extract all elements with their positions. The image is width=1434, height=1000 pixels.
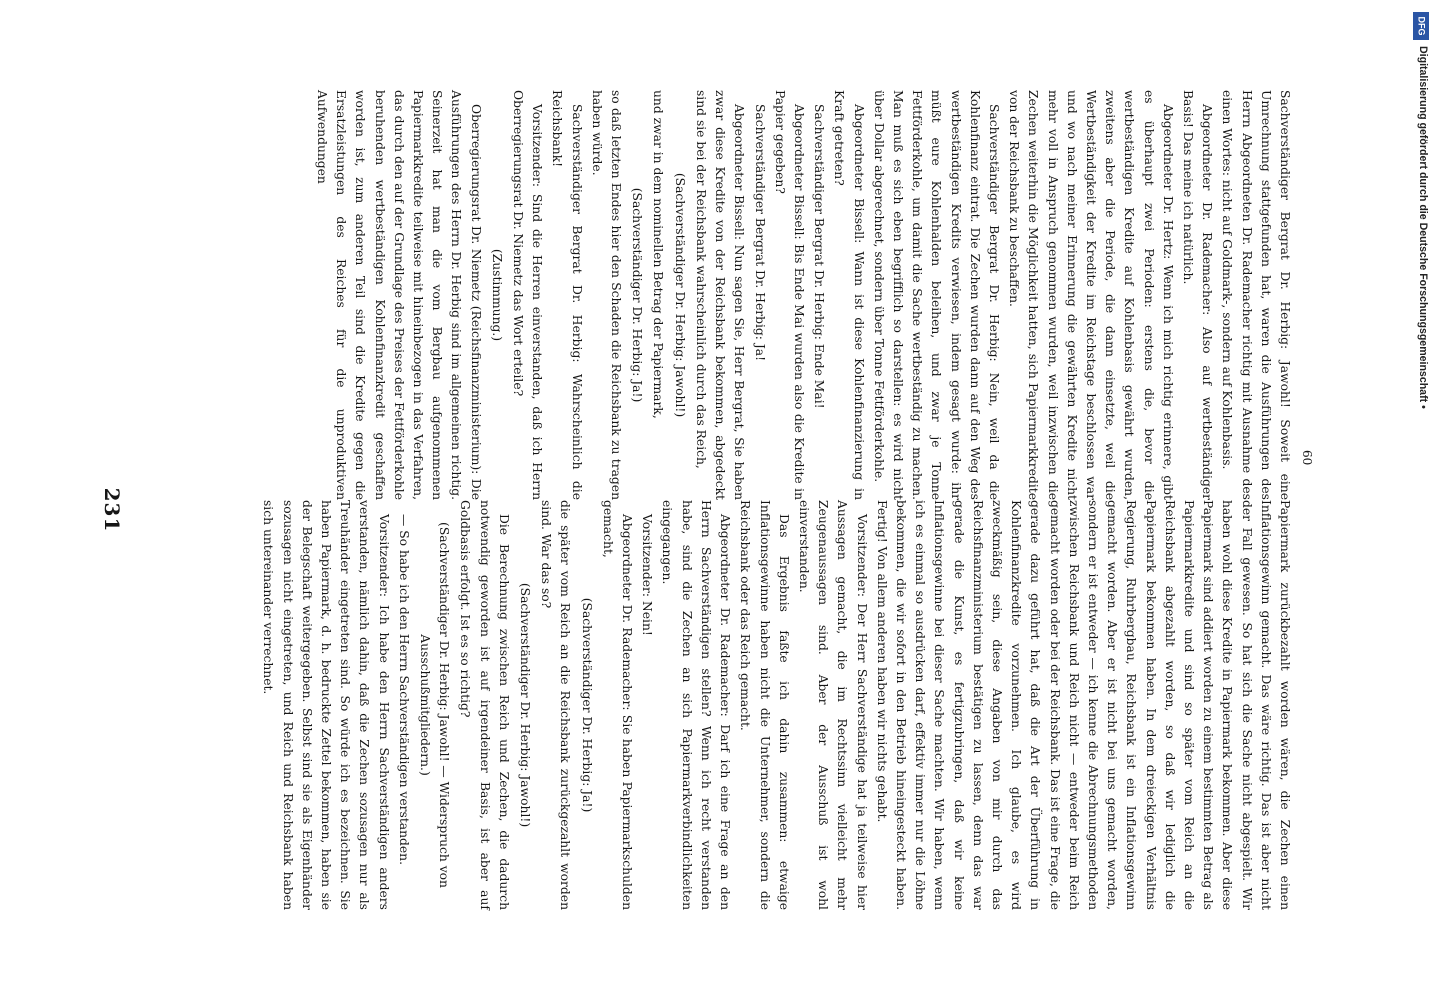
paragraph: Oberregierungsrat Dr. Niemetz (Reichsfinanzministerium): Die Ausführungen des Herrn Dr. Herbig sind im allgemeinen richtig. Seinerzeit hat man die vom Bergbau aufgenommenen Papiermarkkredite teilweise mit hineinbezogen in das Verfahren, das durch den auf der Grundlage des Preises der Fettförderkohle beruhenden wertbeständigen Kohlenfinanzkredit geschaffen worden ist, zum anderen Teil sind die Kredite gegen die Ersatzleistungen des Reiches für die unproduktiven Aufwendungen	[315, 90, 483, 500]
paragraph: Abgeordneter Bissell: Wann ist diese Kohlenfinanzierung in Kraft getreten?	[832, 90, 866, 500]
right-column	[311, 90, 1294, 500]
interjection: (Sachverständiger Dr. Herbig: Jawohl! — Widerspruch von Ausschußmitgliedern.)	[418, 522, 452, 888]
paragraph: Vorsitzender: Der Herr Sachverständige hat ja teilweise hier Aussagen gemacht, die im Rechtssinn vielleicht mehr Zeugenaussagen sind. Aber der Ausschuß ist wohl einverstanden.	[796, 500, 869, 910]
paragraph: Sachverständiger Bergrat Dr. Herbig: Wahrscheinlich die Reichsbank!	[550, 90, 584, 500]
paragraph: Vorsitzender: Nein!	[640, 514, 655, 636]
paragraph: Sachverständiger Bergrat Dr. Herbig: Ende Mai!	[812, 104, 827, 409]
paragraph: Abgeordneter Dr. Rademacher: Darf ich eine Frage an den Herrn Sachverständigen stellen? Wenn ich recht verstanden habe, sind die Zechen an sich Papiermarkverbindlichkeiten eingegangen.	[660, 500, 733, 910]
paragraph: Abgeordneter Dr. Hertz: Wenn ich mich richtig erinnere, gibt es überhaupt zwei Perioden: erstens die, bevor die wertbeständigen Kredite auf Kohlenbasis gewährt wurden, zweitens aber die Periode, die dann einsetzte, weil die Wertbeständigkeit der Kredite im Reichstage beschlossen war und wo nach meiner Erinnerung die gewährten Kredite nicht mehr voll in Anspruch genommen wurden, weil inzwischen die Zechen weiterhin die Möglichkeit hatten, sich Papiermarkkredite von der Reichsbank zu beschaffen.	[1007, 90, 1175, 500]
paragraph: Papiermark zurückbezahlt worden wären, die Zechen einen Inflationsgewinn gemacht. Das wäre richtig. Das ist aber nicht der Fall gewesen. So hat sich die Sache nicht abgespielt. Wir haben wohl diese Kredite in Papiermark bekommen. Aber diese Papiermark sind addiert worden zu einem bestimmten Betrag als Papiermarkkredite und sind so später vom Reich an die Reichsbank abgezahlt worden, so daß wir lediglich die Papiermark bekommen haben. In dem dreieckigen Verhältnis Regierung, Ruhrbergbau, Reichsbank ist ein Inflationsgewinn gemacht worden. Aber er ist nicht bei uns gemacht worden, sondern er ist entweder — ich kenne die Abrechnungsmethoden zwischen Reichsbank und Reich nicht — entweder beim Reich gemacht worden oder bei der Reichsbank. Das ist eine Frage, die gerade dazu geführt hat, daß die Art der Überführung in Kohlenfinanzkredite vorzunehmen. Ich glaube, es wird zweckmäßig sein, diese Angaben von mir durch das Reichsfinanzministerium bestätigen zu lassen, denn das war gerade die Kunst, es fertigzubringen, daß wir keine Inflationsgewinne bei dieser Sache machten. Wir haben, wenn ich es einmal so ausdrücken darf, effektiv immer nur die Löhne bekommen, die wir sofort in den Betrieb hineingesteckt haben. Fertig! Von allem anderen haben wir nichts gehabt.	[874, 500, 1292, 910]
left-column	[257, 500, 1294, 910]
paragraph: Sachverständiger Bergrat Dr. Herbig: Nein, weil da die Kohlenfinanz eintrat. Die Zechen wurden dann auf den Weg des wertbeständigen Kredits verwiesen, indem gesagt wurde: ihr müßt eure Kohlenhalden beleihen, und zwar je Tonne Fettförderkohle, um damit die Sache wertbeständig zu machen. Man muß es sich eben begrifflich so darstellen: es wird nicht über Dollar abgerechnet, sondern über Tonne Fettförderkohle.	[871, 90, 1001, 500]
footer-number: 60	[1300, 450, 1314, 466]
paragraph: Vorsitzender: Ich habe den Herrn Sachverständigen anders verstanden, nämlich dahin, daß die Zechen sozusagen nur als Treuhänder eingetreten sind. So würde ich es bezeichnen. Sie haben Papiermark, d. h. bedruckte Zettel bekommen, haben sie der Belegschaft weitergegeben. Selbst sind sie als Eigenhänder sozusagen nicht eingetreten, und Reich und Reichsbank haben sich untereinander verrechnet.	[261, 500, 391, 910]
page-number: 231	[100, 487, 124, 533]
paragraph: Sachverständiger Bergrat Dr. Herbig: Jawohl! Soweit eine Umrechnung stattgefunden hat, waren die Ausführungen des Herrn Abgeordneten Dr. Rademacher richtig mit Ausnahme des einen Wortes: nicht auf Goldmark-, sondern auf Kohlenbasis.	[1220, 90, 1292, 500]
interjection: (Zustimmung.)	[489, 248, 504, 342]
paragraph: und zwar in dem nominellen Betrag der Papiermark,	[651, 90, 666, 419]
interjection: (Sachverständiger Dr. Herbig: Ja!)	[630, 187, 645, 403]
paragraph: Das Ergebnis faßte ich dahin zusammen: etwaige Inflationsgewinne haben nicht die Unternehmer, sondern die Reichsbank oder das Reich gemacht.	[738, 500, 791, 910]
paragraph: Abgeordneter Bissell: Bis Ende Mai wurden also die Kredite in Papier gegeben?	[772, 90, 806, 500]
paragraph: so daß letzten Endes hier den Schaden die Reichsbank zu tragen haben würde.	[589, 90, 624, 500]
dfg-credit-strip	[1411, 6, 1433, 994]
paragraph: Vorsitzender: Sind die Herren einverstanden, daß ich Herrn Oberregierungsrat Dr. Niemetz das Wort erteile?	[511, 90, 545, 500]
dfg-credit-text: Digitalisierung gefördert durch die Deutsche Forschungsgemeinschaft •	[1417, 46, 1429, 409]
paragraph: Abgeordneter Dr. Rademacher: Sie haben Papiermarkschulden gemacht,	[600, 500, 635, 910]
paragraph: — So habe ich den Herrn Sachverständigen verstanden.	[396, 514, 411, 865]
paragraph: die später vom Reich an die Reichsbank zurückgezahlt worden sind. War das so?	[539, 500, 573, 910]
paragraph: Abgeordneter Bissell: Nun sagen Sie, Herr Bergrat, Sie haben zwar diese Kredite von der Reichsbank bekommen, abgedeckt sind sie bei der Reichsbank wahrscheinlich durch das Reich,	[693, 90, 747, 500]
paragraph: Die Berechnung zwischen Reich und Zechen, die dadurch notwendig geworden ist auf irgendeiner Basis, ist aber auf Goldbasis erfolgt. Ist es so richtig?	[458, 500, 511, 910]
interjection: (Sachverständiger Dr. Herbig: Ja!)	[579, 597, 594, 813]
interjection: (Sachverständiger Dr. Herbig: Jawohl!)	[672, 172, 687, 418]
paragraph: Abgeordneter Dr. Rademacher: Also auf wertbeständiger Basis! Das meine ich natürlich.	[1180, 90, 1215, 500]
interjection: (Sachverständiger Dr. Herbig: Jawohl!)	[518, 582, 533, 828]
paragraph: Sachverständiger Bergrat Dr. Herbig: Ja!	[752, 104, 767, 362]
dfg-logo: DFG	[1413, 12, 1429, 40]
